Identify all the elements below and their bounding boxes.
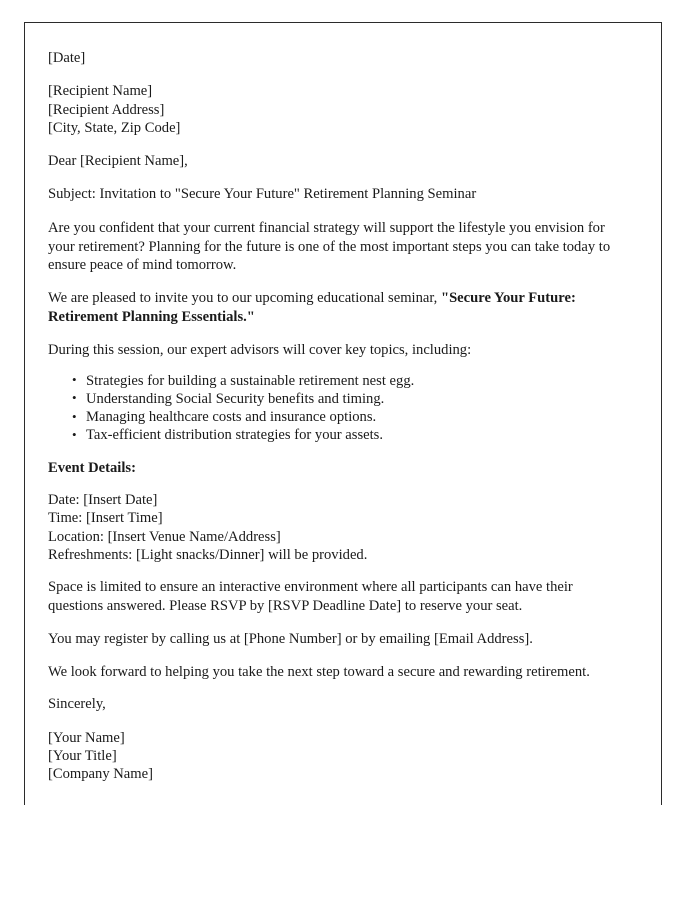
list-item-label: Understanding Social Security benefits and timing. bbox=[86, 390, 385, 407]
event-detail-refreshments: Refreshments: [Light snacks/Dinner] will be provided. bbox=[48, 546, 368, 563]
closing-paragraph: We look forward to helping you take the next step toward a secure and rewarding retirement. bbox=[48, 663, 590, 680]
letter-content bbox=[48, 49, 618, 783]
bullet-icon: • bbox=[72, 372, 77, 388]
event-detail-location: Location: [Insert Venue Name/Address] bbox=[48, 528, 281, 545]
rsvp-paragraph: Space is limited to ensure an interactive environment where all participants can have their questions answered. Please RSVP by [RSVP Deadline Date] to reserve your seat. bbox=[48, 579, 573, 615]
event-detail-date: Date: [Insert Date] bbox=[48, 492, 158, 509]
signature-your-title: [Your Title] bbox=[48, 748, 117, 765]
recipient-address: [Recipient Address] bbox=[48, 101, 165, 118]
event-details-heading: Event Details: bbox=[48, 459, 136, 476]
invitation-paragraph bbox=[48, 289, 618, 327]
signature-block bbox=[48, 729, 618, 783]
seminar-title-bold: "Secure Your Future: Retirement Planning Essentials." bbox=[48, 290, 576, 325]
event-details-block bbox=[48, 491, 618, 564]
invitation-lead-text: We are pleased to invite you to our upcoming educational seminar, bbox=[48, 290, 441, 307]
register-paragraph: You may register by calling us at [Phone Number] or by emailing [Email Address]. bbox=[48, 630, 533, 647]
list-item bbox=[72, 426, 618, 444]
signature-company-name-clipped: [Company Name] bbox=[48, 766, 153, 783]
recipient-address-block bbox=[48, 82, 618, 137]
event-detail-time: Time: [Insert Time] bbox=[48, 510, 163, 527]
list-item-label: Tax-efficient distribution strategies for your assets. bbox=[86, 427, 383, 444]
topics-intro: During this session, our expert advisors will cover key topics, including: bbox=[48, 341, 472, 358]
bullet-icon: • bbox=[72, 390, 77, 406]
sign-off: Sincerely, bbox=[48, 696, 106, 713]
list-item-label: Strategies for building a sustainable retirement nest egg. bbox=[86, 372, 415, 389]
topics-list bbox=[48, 372, 618, 445]
recipient-city-state-zip: [City, State, Zip Code] bbox=[48, 119, 181, 136]
list-item-label: Managing healthcare costs and insurance options. bbox=[86, 409, 377, 426]
bullet-icon: • bbox=[72, 408, 77, 424]
list-item bbox=[72, 408, 618, 426]
letter-page bbox=[24, 22, 662, 805]
signature-your-name: [Your Name] bbox=[48, 729, 125, 746]
date-placeholder: [Date] bbox=[48, 50, 86, 66]
opening-paragraph: Are you confident that your current financial strategy will support the lifestyle you envision for your retirement? Planning for the future is one of the most important steps you can take today to ensure peace of mind tomorrow. bbox=[48, 219, 611, 274]
subject-line: Subject: Invitation to "Secure Your Future" Retirement Planning Seminar bbox=[48, 186, 477, 203]
list-item bbox=[72, 390, 618, 408]
recipient-name: [Recipient Name] bbox=[48, 83, 153, 100]
salutation: Dear [Recipient Name], bbox=[48, 153, 188, 170]
bullet-icon: • bbox=[72, 426, 77, 442]
list-item bbox=[72, 372, 618, 390]
